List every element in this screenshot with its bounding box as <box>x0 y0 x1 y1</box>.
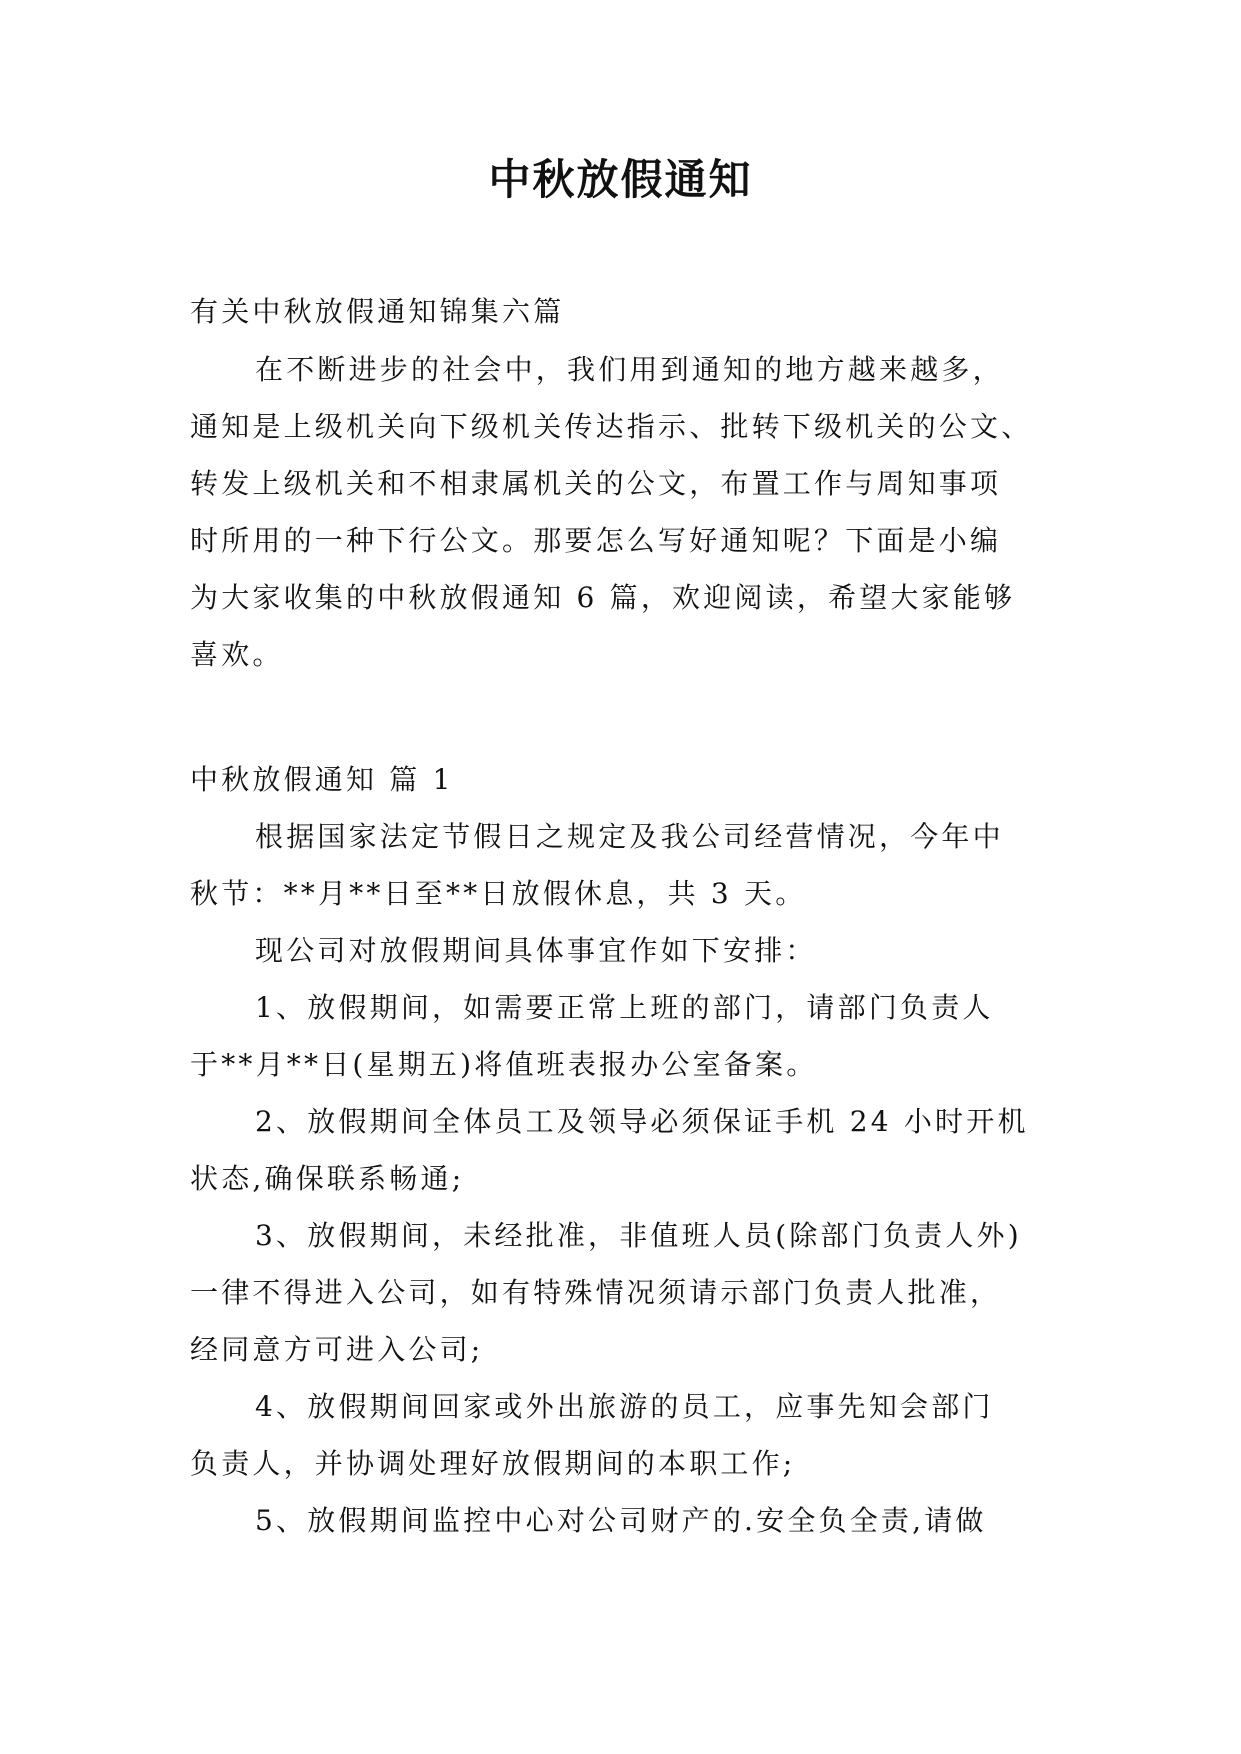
body-line: 经同意方可进入公司; <box>190 1333 484 1366</box>
body-line: 秋节：**月**日至**日放假休息，共 3 天。 <box>190 877 807 910</box>
body-line: 负责人，并协调处理好放假期间的本职工作; <box>190 1447 796 1480</box>
body-line: 1、放假期间，如需要正常上班的部门，请部门负责人 <box>255 991 994 1024</box>
body-line: 于**月**日(星期五)将值班表报办公室备案。 <box>190 1048 818 1081</box>
intro-line: 在不断进步的社会中，我们用到通知的地方越来越多， <box>255 353 1004 386</box>
body-line: 根据国家法定节假日之规定及我公司经营情况，今年中 <box>255 820 1004 853</box>
body-line: 4、放假期间回家或外出旅游的员工，应事先知会部门 <box>255 1390 994 1423</box>
intro-line: 喜欢。 <box>190 638 284 671</box>
body-line: 现公司对放假期间具体事宜作如下安排： <box>255 934 817 967</box>
document-subtitle: 有关中秋放假通知锦集六篇 <box>190 295 565 328</box>
body-line: 状态,确保联系畅通; <box>190 1162 465 1195</box>
body-line: 3、放假期间，未经批准，非值班人员(除部门负责人外) <box>255 1219 1022 1252</box>
body-line: 2、放假期间全体员工及领导必须保证手机 24 小时开机 <box>255 1105 1029 1138</box>
body-line: 一律不得进入公司，如有特殊情况须请示部门负责人批准， <box>190 1276 1002 1309</box>
intro-line: 通知是上级机关向下级机关传达指示、批转下级机关的公文、 <box>190 410 1033 443</box>
section-heading: 中秋放假通知 篇 1 <box>190 763 454 796</box>
document-title: 中秋放假通知 <box>488 155 753 204</box>
intro-line: 为大家收集的中秋放假通知 6 篇，欢迎阅读，希望大家能够 <box>190 581 1016 614</box>
intro-line: 时所用的一种下行公文。那要怎么写好通知呢？下面是小编 <box>190 524 1002 557</box>
intro-line: 转发上级机关和不相隶属机关的公文，布置工作与周知事项 <box>190 467 1002 500</box>
body-line: 5、放假期间监控中心对公司财产的.安全负全责,请做 <box>255 1504 987 1537</box>
